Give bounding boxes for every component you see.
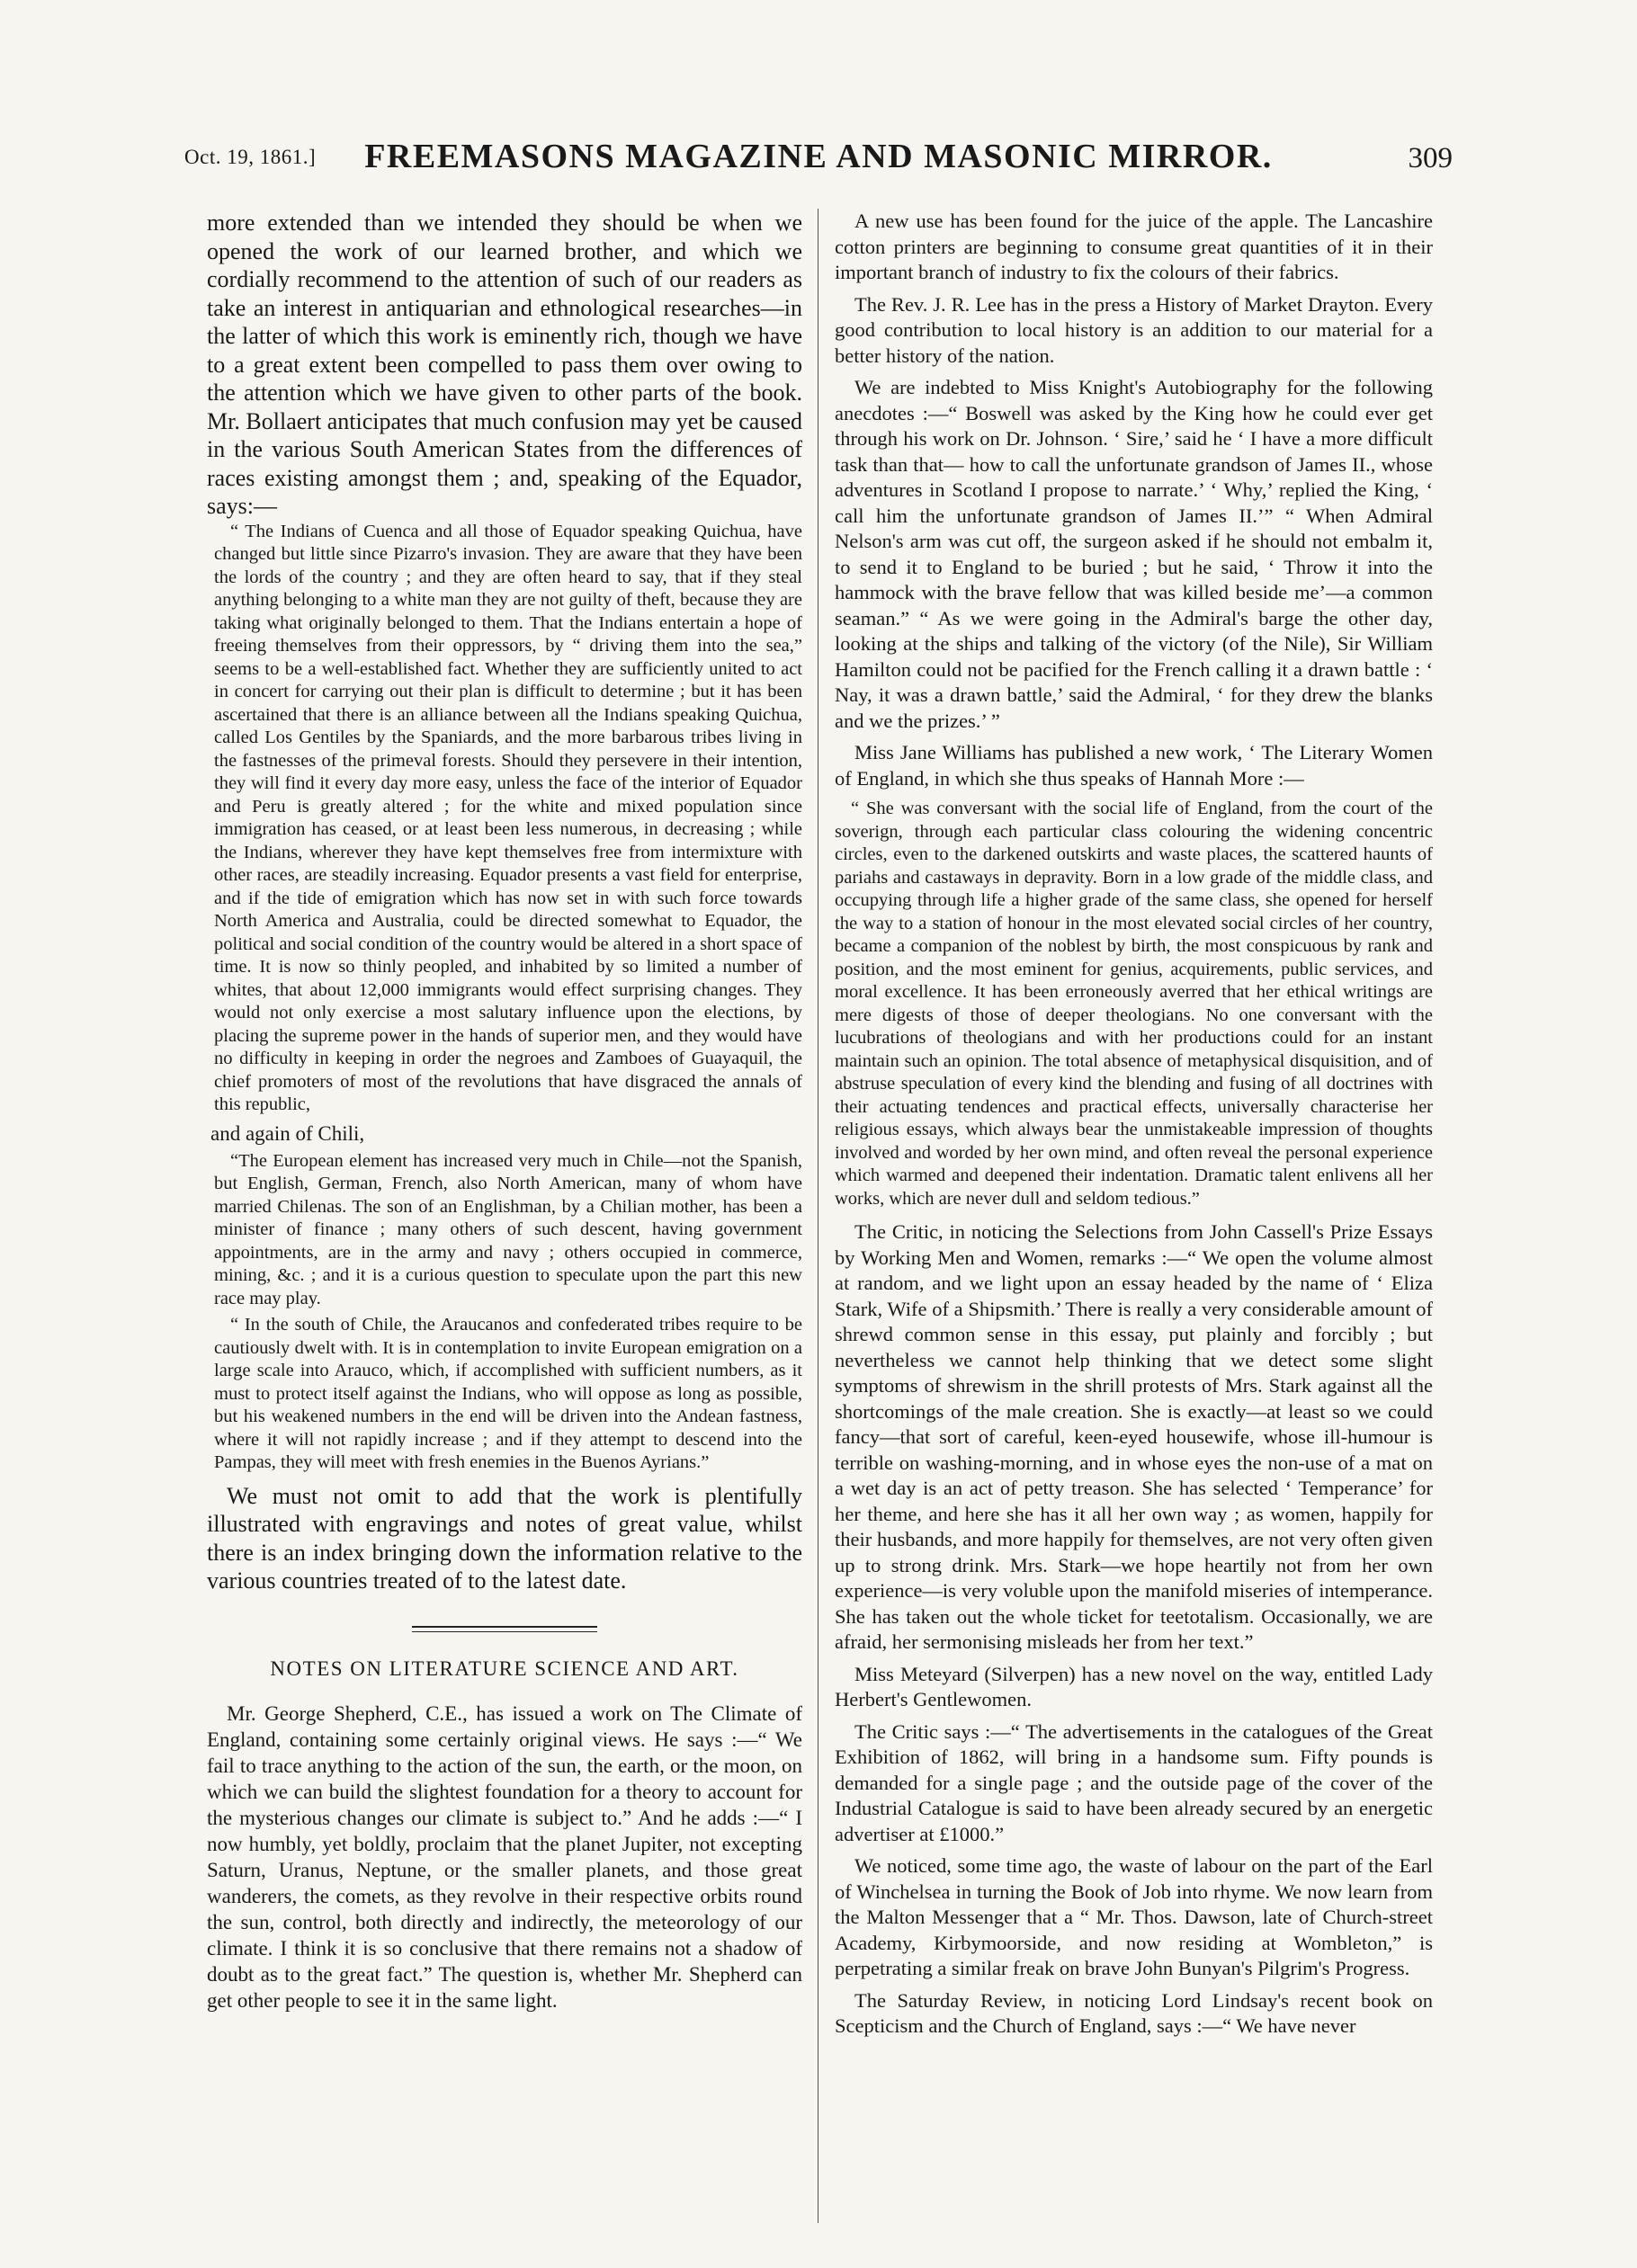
section-divider-rule [412,1626,597,1632]
quote-equador: “ The Indians of Cuenca and all those of Equador speaking Quichua, have changed but little since Pizarro's invasion. They are aware that they have been the lords of the country ; and they are often heard to say, that if they steal anything belonging to a white man they are not guilty of theft, because they are taking what originally belonged to them. That the Indians entertain a hope of freeing themselves from their oppressors, by “ driving them into the sea,” seems to be a well-established fact. Whether they are sufficiently united to act in concert for carrying out their plan is difficult to determine ; but it has been ascertained that there is an alliance between all the Indians speaking Quichua, called Los Gentiles by the Spaniards, and the more barbarous tribes living in the fastnesses of the primeval forests. Should they persevere in their intention, they will find it every day more easy, unless the face of the interior of Equador and Peru is greatly altered ; for the white and mixed population since immigration has ceased, or at least been less numerous, in decreasing ; while the Indians, wherever they have kept themselves free from intermixture with other races, are steadily increasing. Equador presents a vast field for enterprise, and if the tide of emigration which has now set in with such force towards North America and Australia, could be directed somewhat to Equador, the political and social condition of the country would be altered in a short space of time. It is now so thinly peopled, and inhabited by so limited a number of whites, that about 12,000 immigrants would effect surprising changes. They would not only exercise a most salutary influence upon the elections, by placing the supreme power in the hands of superior men, and they would have no difficulty in keeping in order the negroes and Zamboes of Guayaquil, the chief promoters of most of the revolutions that have disgraced the annals of this republic, [214,521,802,1114]
book-of-job-paragraph: We noticed, some time ago, the waste of labour on the part of the Earl of Winchelsea in turning the Book of Job into rhyme. We now learn from the Malton Messenger that a “ Mr. Thos. Dawson, late of Church-street Academy, Kirbymoorside, and now residing at Wombleton,” is perpetrating a similar freak on brave John Bunyan's Pilgrim's Progress. [835,1854,1433,1979]
right-column [835,209,1433,2223]
intro-paragraph: more extended than we intended they should be when we opened the work of our learned brother, and which we cordially recommend to the attention of such of our readers as take an interest in antiquarian and ethnological researches—in the latter of which this work is eminently rich, though we have to a great extent been compelled to pass them over owing to the attention which we have given to other parts of the book. Mr. Bollaert anticipates that much confusion may yet be caused in the various South American States from the differences of races existing amongst them ; and, speaking of the Equador, says:— [207,210,802,519]
page-number: 309 [1408,142,1453,174]
shepherd-paragraph: Mr. George Shepherd, C.E., has issued a work on The Climate of England, containing some certainly original views. He says :—“ We fail to trace anything to the action of the sun, the earth, or the moon, on which we can build the slightest foundation for a theory to account for the mysterious changes our climate is subject to.” And he adds :—“ I now humbly, yet boldly, proclaim that the planet Jupiter, not excepting Saturn, Uranus, Neptune, or the smaller planets, and those great wanderers, the comets, as they revolve in their respective orbits round the sun, control, both directly and indirectly, the meteorology of our climate. I think it is so conclusive that there remains not a shadow of doubt as to the great fact.” The question is, whether Mr. Shepherd can get other people to see it in the same light. [207,1701,802,2012]
knight-paragraph: We are indebted to Miss Knight's Autobiography for the following anecdotes :—“ Boswell was asked by the King how he could ever get through his work on Dr. Johnson. ‘ Sire,’ said he ‘ I have a more difficult task than that— how to call the unfortunate grandson of James II., whose adventures in Scotland I propose to narrate.’ ‘ Why,’ replied the King, ‘ call him the unfortunate grandson of James II.’” “ When Admiral Nelson's arm was cut off, the surgeon asked if he should not embalm it, to send it to England to be buried ; but he said, ‘ Throw it into the hammock with the brave fellow that was killed beside me’—a common seaman.” “ As we were going in the Admiral's barge the other day, looking at the ships and talking of the victory (of the Nile), Sir William Hamilton could not be pacified for the French calling it a drawn battle : ‘ Nay, it was a drawn battle,’ said the Admiral, ‘ for they drew the blanks and we the prizes.’ ” [835,376,1433,732]
apple-paragraph: A new use has been found for the juice of the apple. The Lancashire cotton printers are beginning to consume great quantities of it in their important branch of industry to fix the colours of their fabrics. [835,210,1433,283]
critic-exhibition-paragraph: The Critic says :—“ The advertisements in the catalogues of the Great Exhibition of 1862, will bring in a handsome sum. Fifty pounds is demanded for a single page ; and the outside page of the cover of the Industrial Catalogue is said to have been already secured by an energetic advertiser at £1000.” [835,1719,1433,1845]
lee-paragraph: The Rev. J. R. Lee has in the press a History of Market Drayton. Every good contribution to local history is an addition to our material for a better history of the nation. [835,292,1433,367]
left-column [207,209,802,2223]
and-again-line: and again of Chili, [210,1121,365,1145]
quote-chile: “The European element has increased very much in Chile—not the Spanish, but English, German, French, also North American, many of whom have married Chilenas. The son of an Englishman, by a Chilian mother, has been a minister of finance ; many others of such descent, having government appointments, are in the army and navy ; others occupied in commerce, mining, &c. ; and it is a curious question to speculate upon the part this new race may play. [214,1150,802,1308]
masthead-title: FREEMASONS MAGAZINE AND MASONIC MIRROR. [364,138,1273,175]
meteyard-paragraph: Miss Meteyard (Silverpen) has a new novel on the way, entitled Lady Herbert's Gentlewomen. [835,1662,1433,1710]
williams-paragraph: Miss Jane Williams has published a new work, ‘ The Literary Women of England, in which she thus speaks of Hannah More :— [835,741,1433,790]
hannah-more-quote: “ She was conversant with the social life of England, from the court of the soverign, through each particular class colouring the widening concentric circles, even to the darkened outskirts and waste places, the scattered haunts of pariahs and castaways in depravity. Born in a low grade of the middle class, and occupying through life a higher grade of the same class, she opened for herself the way to a station of honour in the most elevated social circles of her country, became a companion of the noblest by birth, the most conspicuous by rank and position, and the most eminent for genius, acquirements, public services, and moral excellence. It has been erroneously averred that her ethical writings are mere digests of those of deeper theologians. No one conversant with the lucubrations of theologians and with her productions could for an instant maintain such an opinion. The total absence of metaphysical disquisition, and of abstruse speculation of every kind the blending and fusing of all doctrines with their actuating tendences and practical effects, universally characterise her religious essays, which always bear the unmistakeable impression of thoughts involved and worded by her own mind, and often reveal the personal experience which warmed and deepened their indentation. Dramatic talent enlivens all her works, which are never dull and seldom tedious.” [835,799,1433,1209]
saturday-review-paragraph: The Saturday Review, in noticing Lord Lindsay's recent book on Scepticism and the Church of England, says :—“ We have never [835,1988,1433,2037]
section-title: NOTES ON LITERATURE SCIENCE AND ART. [270,1656,739,1680]
page-header [184,137,1453,182]
critic-paragraph: The Critic, in noticing the Selections from John Cassell's Prize Essays by Working Men and Women, remarks :—“ We open the volume almost at random, and we light upon an essay headed by the name of ‘ Eliza Stark, Wife of a Shipsmith.’ There is really a very considerable amount of shrewd common sense in this essay, put plainly and forcibly ; but nevertheless we cannot help thinking that we detect some slight symptoms of shrewism in the shrill protests of Mrs. Stark against all the shortcomings of the male creation. She is exactly—at least so we could fancy—that sort of careful, keen-eyed housewife, whose ill-humour is terrible on washing-morning, and in whose eyes the non-use of a mat on a wet day is an act of petty treason. She has selected ‘ Temperance’ for her theme, and here she has it all her own way ; as women, happily for their husbands, and more happily for themselves, are not very often given up to strong drink. Mrs. Stark—we hope heartily not from her own experience—is very voluble upon the manifold miseries of intemperance. She has taken out the whole ticket for teetotalism. Occasionally, we are afraid, her sermonising misleads her from her text.” [835,1220,1433,1653]
quote-araucanos: “ In the south of Chile, the Araucanos and confederated tribes require to be cautiously dwelt with. It is in contemplation to invite European emigration on a large scale into Arauco, which, if accomplished with sufficient numbers, as it must to protect itself against the Indians, who will oppose as long as possible, but his weakened numbers in the end will be driven into the Andean fastness, where it will not rapidly increase ; and if they attempt to descend into the Pampas, they will meet with fresh enemies in the Buenos Ayrians.” [214,1315,802,1472]
issue-date: Oct. 19, 1861.] [184,146,317,168]
closing-paragraph: We must not omit to add that the work is plentifully illustrated with engravings and notes of great value, whilst there is an index bringing down the information relative to the various countries treated of to the latest date. [207,1482,802,1594]
